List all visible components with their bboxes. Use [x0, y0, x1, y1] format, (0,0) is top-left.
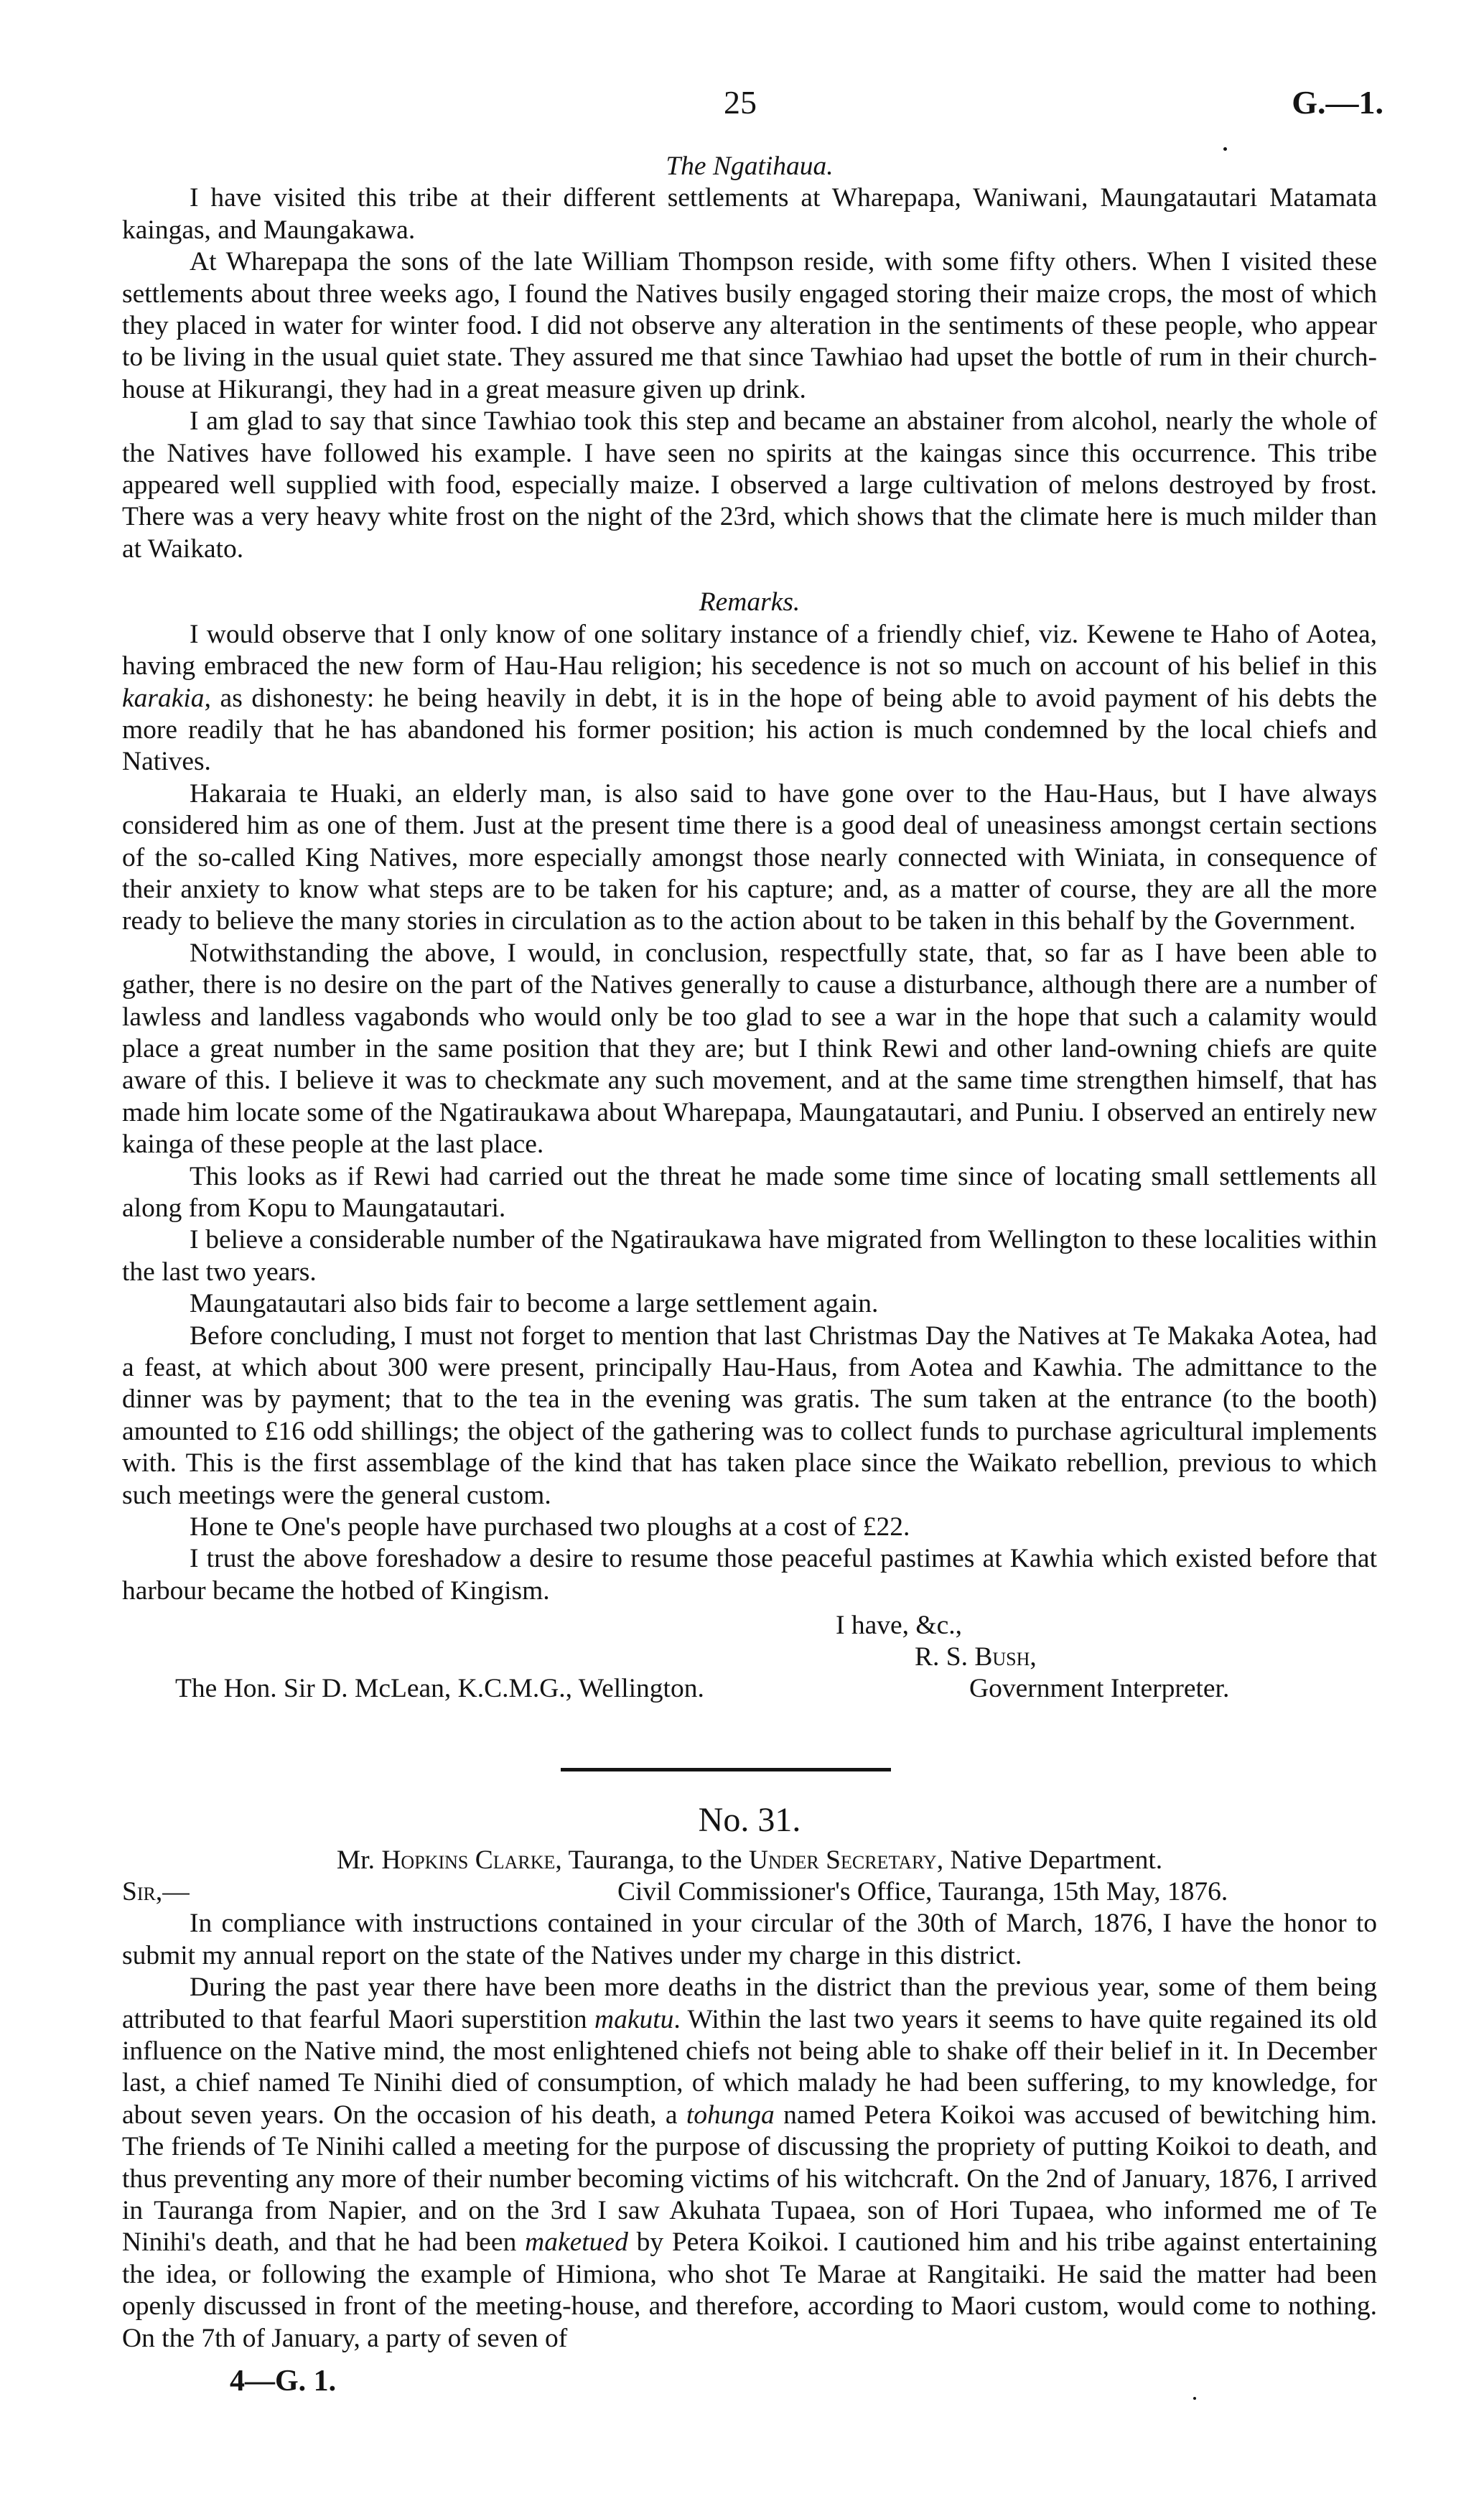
- closing: I have, &c.,: [836, 1611, 962, 1641]
- dateline: Civil Commissioner's Office, Tauranga, 15th May, 1876.: [617, 1877, 1228, 1907]
- paragraph: I would observe that I only know of one solitary instance of a friendly chief, viz. Kewene te Haho of Aotea, having embraced the new form of Hau-Hau religion; his secedence is not so much on account of his belief in this karakia, as dishonesty: he being heavily in debt, it is in the hope of being able to avoid payment of his debts the more readily that he has abandoned his former position; his action is much condemned by the local chiefs and Natives.: [122, 619, 1377, 777]
- letter-number: No. 31.: [698, 1801, 801, 1839]
- addressee: The Hon. Sir D. McLean, K.C.M.G., Wellington.: [175, 1674, 704, 1704]
- paragraph: This looks as if Rewi had carried out the threat he made some time since of locating small settlements all along from Kopu to Maungatautari.: [122, 1161, 1377, 1223]
- paragraph: Notwithstanding the above, I would, in conclusion, respectfully state, that, so far as I have been able to gather, there is no desire on the part of the Natives generally to cause a disturbance, although there are a number of lawless and landless vagabonds who would only be too glad to see a war in the hope that such a calamity would place a great number in the same position that they are; but I think Rewi and other land-owning chiefs are quite aware of this. I believe it was to checkmate any such movement, and at the same time strengthen himself, that has made him locate some of the Ngatiraukawa about Wharepapa, Maungatautari, and Puniu. I observed an entirely new kainga of these people at the last place.: [122, 938, 1377, 1160]
- report-body: [122, 151, 1377, 1735]
- salutation-line: [122, 1876, 1377, 1908]
- signatory-name: R. S. Bush,: [915, 1642, 1037, 1672]
- italic-term: tohunga: [686, 2100, 775, 2130]
- letter-31: [122, 1799, 1377, 2355]
- section-title-ngatihaua: The Ngatihaua.: [666, 152, 834, 181]
- paragraph: I am glad to say that since Tawhiao took this step and became an abstainer from alcohol, nearly the whole of the Natives have followed his example. I have seen no spirits at the kaingas since this occurrence. This tribe appeared well supplied with food, especially maize. I observed a large cultivation of melons destroyed by frost. There was a very heavy white frost on the night of the 23rd, which shows that the climate here is much milder than at Waikato.: [122, 406, 1377, 564]
- paragraph: I have visited this tribe at their different settlements at Wharepapa, Waniwani, Maungatautari Matamata kaingas, and Maungakawa.: [122, 183, 1377, 245]
- stray-mark: [1193, 2397, 1196, 2400]
- paragraph: I believe a considerable number of the Ngatiraukawa have migrated from Wellington to these localities within the last two years.: [122, 1225, 1377, 1287]
- italic-term: karakia: [122, 683, 205, 713]
- salutation: Sir,—: [122, 1877, 190, 1907]
- letter-subheading: Mr. Hopkins Clarke, Tauranga, to the Under Secretary, Native Department.: [336, 1845, 1163, 1875]
- paragraph: Hone te One's people have purchased two ploughs at a cost of £22.: [190, 1512, 910, 1542]
- signatory-title: Government Interpreter.: [969, 1674, 1230, 1704]
- paragraph: Before concluding, I must not forget to mention that last Christmas Day the Natives at Te Makaka Aotea, had a feast, at which about 300 were present, principally Hau-Haus, from Aotea and Kawhia. The admittance to the dinner was by payment; that to the tea in the evening was gratis. The sum taken at the entrance (to the booth) amounted to £16 odd shillings; the object of the gathering was to collect funds to purchase agricultural implements with. This is the first assemblage of the kind that has taken place since the Waikato rebellion, previous to which such meetings were the general custom.: [122, 1321, 1377, 1510]
- section-divider: [561, 1768, 891, 1771]
- section-title-remarks: Remarks.: [699, 587, 801, 618]
- paragraph: Hakaraia te Huaki, an elderly man, is also said to have gone over to the Hau-Haus, but I have always considered him as one of them. Just at the present time there is a good deal of uneasiness amongst certain sections of the so-called King Natives, more especially amongst those nearly connected with Winiata, in consequence of their anxiety to know what steps are to be taken for his capture; and, as a matter of course, they are all the more ready to believe the many stories in circulation as to the action about to be taken in this behalf by the Government.: [122, 778, 1377, 936]
- paragraph: In compliance with instructions contained in your circular of the 30th of March, 1876, I have the honor to submit my annual report on the state of the Natives under my charge in this district.: [122, 1909, 1377, 1970]
- paragraph: I trust the above foreshadow a desire to resume those peaceful pastimes at Kawhia which existed before that harbour became the hotbed of Kingism.: [122, 1544, 1377, 1606]
- document-code: G.—1.: [1292, 84, 1383, 121]
- paragraph: Maungatautari also bids fair to become a large settlement again.: [190, 1289, 879, 1319]
- italic-term: maketued: [525, 2227, 628, 2258]
- sheet-signature: 4—G. 1.: [230, 2365, 337, 2398]
- italic-term: makutu: [594, 2004, 674, 2034]
- paragraph: During the past year there have been more deaths in the district than the previous year, some of them being attributed to that fearful Maori superstition makutu. Within the last two years it seems to have quite regained its old influence on the Native mind, the most enlightened chiefs not being able to shake off their belief in it. In December last, a chief named Te Ninihi died of consumption, of which malady he had been suffering, to my knowledge, for about seven years. On the occasion of his death, a tohunga named Petera Koikoi was accused of bewitching him. The friends of Te Ninihi called a meeting for the purpose of discussing the propriety of putting Koikoi to death, and thus preventing any more of their number becoming victims of his witchcraft. On the 2nd of January, 1876, I arrived in Tauranga from Napier, and on the 3rd I saw Akuhata Tupaea, son of Hori Tupaea, who informed me of Te Ninihi's death, and that he had been maketued by Petera Koikoi. I cautioned him and his tribe against entertaining the idea, or following the example of Himiona, who shot Te Marae at Rangitaiki. He said the matter had been openly discussed in front of the meeting-house, and therefore, according to Maori custom, would come to nothing. On the 7th of January, a party of seven of: [122, 1973, 1377, 2353]
- paragraph: At Wharepapa the sons of the late William Thompson reside, with some fifty others. When I visited these settlements about three weeks ago, I found the Natives busily engaged storing their maize crops, the most of which they placed in water for winter food. I did not observe any alteration in the sentiments of these people, who appear to be living in the usual quiet state. They assured me that since Tawhiao had upset the bottle of rum in their church-house at Hikurangi, they had in a great measure given up drink.: [122, 247, 1377, 404]
- signature-block: [122, 1607, 1377, 1735]
- page-number: 25: [724, 84, 757, 121]
